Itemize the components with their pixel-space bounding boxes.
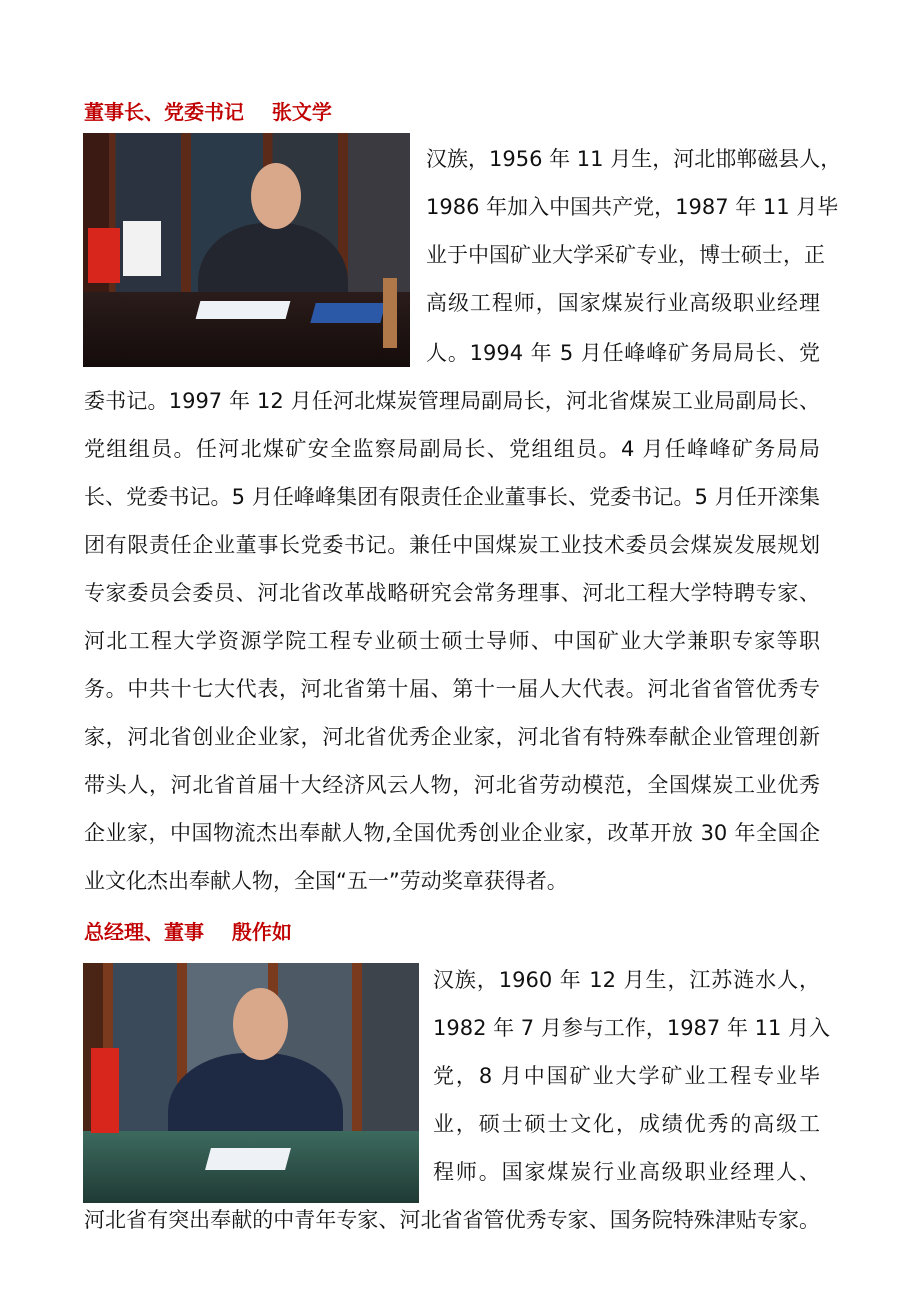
bio-line: 党组组员。任河北煤矿安全监察局副局长、党组组员。4 月任峰峰矿务局局 bbox=[84, 437, 820, 461]
flag-icon bbox=[91, 1048, 119, 1133]
bio-line: 业，硕士硕士文化，成绩优秀的高级工 bbox=[433, 1112, 820, 1136]
person1-photo bbox=[83, 133, 410, 367]
bio-line: 党，8 月中国矿业大学矿业工程专业毕 bbox=[433, 1064, 820, 1088]
bio-line: 委书记。1997 年 12 月任河北煤炭管理局副局长，河北省煤炭工业局副局长、 bbox=[84, 389, 820, 413]
document-on-desk bbox=[205, 1148, 291, 1170]
bio-line: 带头人，河北省首届十大经济风云人物，河北省劳动模范，全国煤炭工业优秀 bbox=[84, 773, 820, 797]
person-head bbox=[251, 163, 301, 229]
bio-line: 业文化杰出奉献人物，全国“五一”劳动奖章获得者。 bbox=[84, 869, 568, 893]
document-on-desk bbox=[196, 301, 291, 319]
person-head bbox=[233, 988, 288, 1060]
company-flag-icon bbox=[123, 221, 161, 276]
person2-heading: 总经理、董事 殷作如 bbox=[84, 920, 292, 944]
bio-line: 企业家，中国物流杰出奉献人物,全国优秀创业企业家，改革开放 30 年全国企 bbox=[84, 821, 820, 845]
bio-line: 长、党委书记。5 月任峰峰集团有限责任企业董事长、党委书记。5 月任开滦集 bbox=[84, 485, 820, 509]
bio-line: 高级工程师，国家煤炭行业高级职业经理 bbox=[426, 291, 820, 315]
statue bbox=[383, 278, 397, 348]
bio-line: 程师。国家煤炭行业高级职业经理人、 bbox=[433, 1160, 820, 1184]
bio-line: 务。中共十七大代表，河北省第十届、第十一届人大代表。河北省省管优秀专 bbox=[84, 677, 820, 701]
person1-heading: 董事长、党委书记 张文学 bbox=[84, 100, 332, 124]
bio-line: 1986 年加入中国共产党，1987 年 11 月毕 bbox=[426, 195, 839, 219]
bio-line: 人。1994 年 5 月任峰峰矿务局局长、党 bbox=[426, 341, 820, 365]
blue-folder bbox=[310, 303, 385, 323]
bio-line: 河北工程大学资源学院工程专业硕士硕士导师、中国矿业大学兼职专家等职 bbox=[84, 629, 820, 653]
bio-line: 汉族，1956 年 11 月生，河北邯郸磁县人， bbox=[426, 147, 842, 171]
bio-line: 1982 年 7 月参与工作，1987 年 11 月入 bbox=[433, 1016, 831, 1040]
flag-icon bbox=[88, 228, 120, 283]
bio-line: 家，河北省创业企业家，河北省优秀企业家，河北省有特殊奉献企业管理创新 bbox=[84, 725, 820, 749]
person2-photo bbox=[83, 963, 419, 1203]
bio-line: 汉族，1960 年 12 月生，江苏涟水人， bbox=[433, 968, 820, 992]
bio-line: 河北省有突出奉献的中青年专家、河北省省管优秀专家、国务院特殊津贴专家。 bbox=[84, 1208, 820, 1232]
bio-line: 团有限责任企业董事长党委书记。兼任中国煤炭工业技术委员会煤炭发展规划 bbox=[84, 533, 820, 557]
bio-line: 专家委员会委员、河北省改革战略研究会常务理事、河北工程大学特聘专家、 bbox=[84, 581, 820, 605]
bio-line: 业于中国矿业大学采矿专业，博士硕士，正 bbox=[426, 243, 825, 267]
